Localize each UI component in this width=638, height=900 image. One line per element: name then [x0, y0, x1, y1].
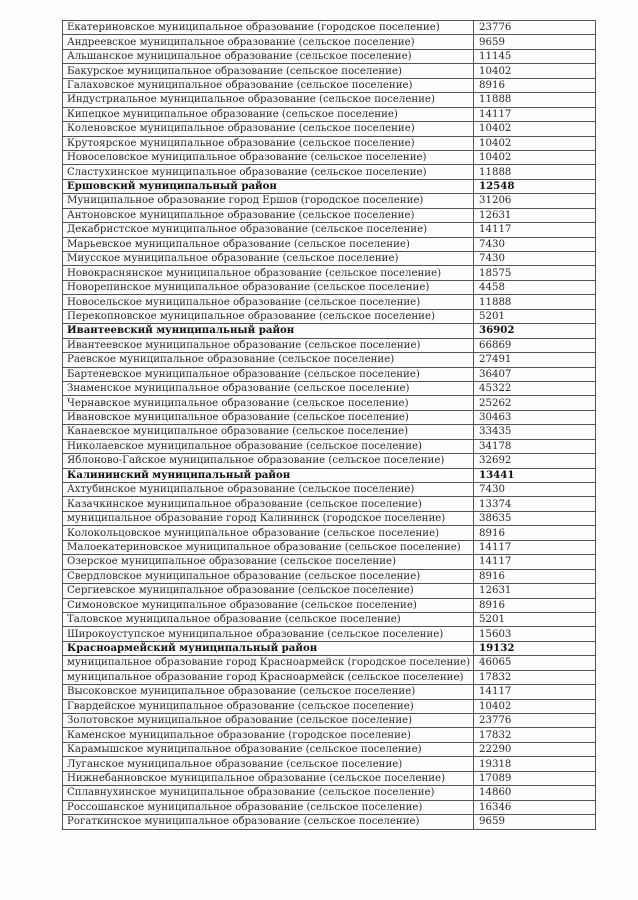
table-row: [63, 122, 596, 136]
table-row: [63, 266, 596, 280]
table-row: [63, 728, 596, 742]
table-row: [63, 223, 596, 237]
table-row: [63, 598, 596, 612]
table-row: [63, 742, 596, 756]
district-row: [63, 641, 596, 655]
municipality-name-cell: Бартеневское муниципальное образование (сельское поселение): [63, 367, 474, 381]
value-cell: 5201: [474, 612, 596, 626]
table-row: [63, 584, 596, 598]
value-cell: 10402: [474, 150, 596, 164]
table-row: [63, 93, 596, 107]
value-cell: 8916: [474, 526, 596, 540]
value-cell: 14117: [474, 107, 596, 121]
value-cell: 36407: [474, 367, 596, 381]
municipality-name-cell: Антоновское муниципальное образование (сельское поселение): [63, 208, 474, 222]
table-row: [63, 771, 596, 785]
value-cell: 4458: [474, 280, 596, 294]
value-cell: 14860: [474, 786, 596, 800]
value-cell: 19132: [474, 641, 596, 655]
municipality-name-cell: Крутоярское муниципальное образование (сельское поселение): [63, 136, 474, 150]
table-row: [63, 439, 596, 453]
value-cell: 8916: [474, 78, 596, 92]
municipality-name-cell: Галаховское муниципальное образование (сельское поселение): [63, 78, 474, 92]
municipality-name-cell: Ахтубинское муниципальное образование (сельское поселение): [63, 483, 474, 497]
municipality-name-cell: Чернавское муниципальное образование (сельское поселение): [63, 396, 474, 410]
municipality-name-cell: Кипецкое муниципальное образование (сельское поселение): [63, 107, 474, 121]
value-cell: 23776: [474, 21, 596, 35]
municipality-name-cell: Альшанское муниципальное образование (сельское поселение): [63, 49, 474, 63]
table-row: [63, 136, 596, 150]
municipality-name-cell: Симоновское муниципальное образование (сельское поселение): [63, 598, 474, 612]
value-cell: 8916: [474, 569, 596, 583]
table-row: [63, 786, 596, 800]
municipality-name-cell: Колокольцовское муниципальное образование (сельское поселение): [63, 526, 474, 540]
value-cell: 22290: [474, 742, 596, 756]
value-cell: 31206: [474, 194, 596, 208]
table-row: [63, 353, 596, 367]
municipality-name-cell: Ивантеевское муниципальное образование (сельское поселение): [63, 338, 474, 352]
municipality-name-cell: Марьевское муниципальное образование (сельское поселение): [63, 237, 474, 251]
table-row: [63, 381, 596, 395]
district-row: [63, 468, 596, 482]
table-row: [63, 425, 596, 439]
table-row: [63, 454, 596, 468]
table-row: [63, 295, 596, 309]
value-cell: 14117: [474, 555, 596, 569]
district-row: [63, 179, 596, 193]
table-row: [63, 670, 596, 684]
table-row: [63, 280, 596, 294]
value-cell: 46065: [474, 656, 596, 670]
value-cell: 19318: [474, 757, 596, 771]
table-row: [63, 656, 596, 670]
table-row: [63, 555, 596, 569]
municipality-name-cell: Новокраснянское муниципальное образование (сельское поселение): [63, 266, 474, 280]
value-cell: 17832: [474, 670, 596, 684]
municipality-name-cell: Миусское муниципальное образование (сельское поселение): [63, 252, 474, 266]
municipality-name-cell: Новосельское муниципальное образование (сельское поселение): [63, 295, 474, 309]
table-row: [63, 497, 596, 511]
municipality-name-cell: Озерское муниципальное образование (сельское поселение): [63, 555, 474, 569]
value-cell: 38635: [474, 511, 596, 525]
municipality-name-cell: Новорепинское муниципальное образование (сельское поселение): [63, 280, 474, 294]
district-name-cell: Ивантеевский муниципальный район: [63, 324, 474, 338]
value-cell: 11888: [474, 93, 596, 107]
value-cell: 17089: [474, 771, 596, 785]
municipality-name-cell: Канаевское муниципальное образование (сельское поселение): [63, 425, 474, 439]
table-row: [63, 367, 596, 381]
value-cell: 10402: [474, 64, 596, 78]
municipality-name-cell: Нижнебанновское муниципальное образование (сельское поселение): [63, 771, 474, 785]
table-row: [63, 49, 596, 63]
municipality-name-cell: муниципальное образование город Калининск (городское поселение): [63, 511, 474, 525]
municipality-name-cell: Карамышское муниципальное образование (сельское поселение): [63, 742, 474, 756]
value-cell: 66869: [474, 338, 596, 352]
value-cell: 25262: [474, 396, 596, 410]
municipality-name-cell: Муниципальное образование город Ершов (городское поселение): [63, 194, 474, 208]
municipality-name-cell: Раевское муниципальное образование (сельское поселение): [63, 353, 474, 367]
value-cell: 12631: [474, 584, 596, 598]
table-row: [63, 252, 596, 266]
value-cell: 18575: [474, 266, 596, 280]
table-row: [63, 410, 596, 424]
value-cell: 13374: [474, 497, 596, 511]
value-cell: 11145: [474, 49, 596, 63]
municipality-name-cell: Екатериновское муниципальное образование (городское поселение): [63, 21, 474, 35]
table-row: [63, 338, 596, 352]
table-row: [63, 526, 596, 540]
value-cell: 12631: [474, 208, 596, 222]
value-cell: 27491: [474, 353, 596, 367]
table-row: [63, 194, 596, 208]
value-cell: 23776: [474, 714, 596, 728]
municipality-name-cell: Таловское муниципальное образование (сельское поселение): [63, 612, 474, 626]
value-cell: 30463: [474, 410, 596, 424]
table-row: [63, 511, 596, 525]
district-name-cell: Красноармейский муниципальный район: [63, 641, 474, 655]
value-cell: 10402: [474, 122, 596, 136]
municipality-name-cell: Россошанское муниципальное образование (сельское поселение): [63, 800, 474, 814]
municipality-name-cell: Малоекатериновское муниципальное образование (сельское поселение): [63, 540, 474, 554]
table-row: [63, 627, 596, 641]
district-name-cell: Калининский муниципальный район: [63, 468, 474, 482]
table-row: [63, 483, 596, 497]
table-row: [63, 685, 596, 699]
value-cell: 14117: [474, 685, 596, 699]
district-name-cell: Ершовский муниципальный район: [63, 179, 474, 193]
municipality-name-cell: Новоселовское муниципальное образование (сельское поселение): [63, 150, 474, 164]
municipality-name-cell: Свердловское муниципальное образование (сельское поселение): [63, 569, 474, 583]
table-row: [63, 237, 596, 251]
municipality-name-cell: Индустриальное муниципальное образование (сельское поселение): [63, 93, 474, 107]
value-cell: 9659: [474, 35, 596, 49]
table-row: [63, 800, 596, 814]
municipality-name-cell: Сергиевское муниципальное образование (сельское поселение): [63, 584, 474, 598]
table-row: [63, 714, 596, 728]
municipality-name-cell: Широкоуступское муниципальное образование (сельское поселение): [63, 627, 474, 641]
table-row: [63, 35, 596, 49]
municipality-name-cell: Казачкинское муниципальное образование (сельское поселение): [63, 497, 474, 511]
municipality-name-cell: Бакурское муниципальное образование (сельское поселение): [63, 64, 474, 78]
table-row: [63, 699, 596, 713]
table-row: [63, 150, 596, 164]
municipality-name-cell: Перекопновское муниципальное образование (сельское поселение): [63, 309, 474, 323]
table-row: [63, 165, 596, 179]
value-cell: 11888: [474, 295, 596, 309]
value-cell: 11888: [474, 165, 596, 179]
table-row: [63, 64, 596, 78]
table-row: [63, 815, 596, 829]
municipal-table: [62, 20, 596, 830]
value-cell: 13441: [474, 468, 596, 482]
value-cell: 7430: [474, 252, 596, 266]
value-cell: 32692: [474, 454, 596, 468]
municipality-name-cell: Луганское муниципальное образование (сельское поселение): [63, 757, 474, 771]
value-cell: 15603: [474, 627, 596, 641]
municipality-name-cell: Яблоново-Гайское муниципальное образование (сельское поселение): [63, 454, 474, 468]
municipality-name-cell: муниципальное образование город Красноармейск (городское поселение): [63, 656, 474, 670]
table-row: [63, 757, 596, 771]
municipality-name-cell: Андреевское муниципальное образование (сельское поселение): [63, 35, 474, 49]
value-cell: 5201: [474, 309, 596, 323]
municipality-name-cell: Сплавнухинское муниципальное образование (сельское поселение): [63, 786, 474, 800]
value-cell: 45322: [474, 381, 596, 395]
municipality-name-cell: Ивановское муниципальное образование (сельское поселение): [63, 410, 474, 424]
value-cell: 10402: [474, 699, 596, 713]
value-cell: 9659: [474, 815, 596, 829]
value-cell: 16346: [474, 800, 596, 814]
value-cell: 14117: [474, 540, 596, 554]
municipality-name-cell: муниципальное образование город Красноармейск (сельское поселение): [63, 670, 474, 684]
table-row: [63, 208, 596, 222]
municipality-name-cell: Знаменское муниципальное образование (сельское поселение): [63, 381, 474, 395]
table-row: [63, 540, 596, 554]
table-row: [63, 396, 596, 410]
table-row: [63, 612, 596, 626]
municipal-table-body: [63, 21, 596, 830]
value-cell: 34178: [474, 439, 596, 453]
municipality-name-cell: Гвардейское муниципальное образование (сельское поселение): [63, 699, 474, 713]
value-cell: 7430: [474, 483, 596, 497]
table-row: [63, 78, 596, 92]
value-cell: 33435: [474, 425, 596, 439]
table-row: [63, 309, 596, 323]
municipality-name-cell: Рогаткинское муниципальное образование (сельское поселение): [63, 815, 474, 829]
table-row: [63, 107, 596, 121]
municipality-name-cell: Высоковское муниципальное образование (сельское поселение): [63, 685, 474, 699]
table-row: [63, 569, 596, 583]
value-cell: 14117: [474, 223, 596, 237]
value-cell: 36902: [474, 324, 596, 338]
value-cell: 10402: [474, 136, 596, 150]
municipality-name-cell: Николаевское муниципальное образование (сельское поселение): [63, 439, 474, 453]
municipality-name-cell: Золотовское муниципальное образование (сельское поселение): [63, 714, 474, 728]
table-row: [63, 21, 596, 35]
value-cell: 7430: [474, 237, 596, 251]
municipality-name-cell: Каменское муниципальное образование (городское поселение): [63, 728, 474, 742]
district-row: [63, 324, 596, 338]
value-cell: 17832: [474, 728, 596, 742]
municipality-name-cell: Сластухинское муниципальное образование (сельское поселение): [63, 165, 474, 179]
value-cell: 8916: [474, 598, 596, 612]
municipality-name-cell: Коленовское муниципальное образование (сельское поселение): [63, 122, 474, 136]
municipality-name-cell: Декабристское муниципальное образование (сельское поселение): [63, 223, 474, 237]
value-cell: 12548: [474, 179, 596, 193]
